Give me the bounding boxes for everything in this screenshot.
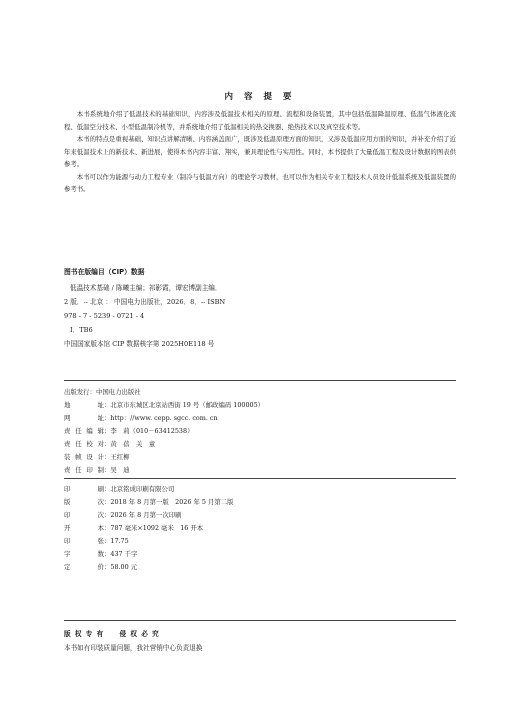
field-label: 装帧设计	[64, 453, 104, 461]
field-value: 北京铭成印刷有限公司	[110, 485, 175, 493]
publisher-row: 责任编辑 ： 李 莉（010－63412538）	[64, 425, 456, 438]
summary-paragraph: 本书的特点是重视基础、知识点讲解清晰、内容涵盖面广，既涉及低温原理方面的知识，又涉及低温应用方面的知识，并补充介绍了近年来低温技术上的新技术、新进展，使得本书内容丰富、翔实，兼具理论性与实用性。同时，本书提供了大量低温工程及设计数据的图表供参考。	[64, 135, 456, 168]
field-value: 58.00 元	[110, 563, 138, 571]
field-label: 定 价	[64, 563, 104, 571]
printing-block	[64, 483, 456, 574]
summary-paragraph: 本书可以作为能源与动力工程专业（制冷与低温方向）的理论学习教材，也可以作为相关专业工程技术人员设计低温系统及低温装置的参考书。	[64, 172, 456, 193]
divider	[64, 620, 456, 621]
field-label: 印 刷	[64, 485, 104, 493]
field-label: 网 址	[64, 414, 104, 422]
publisher-block	[64, 386, 456, 477]
printing-row: 印 张 ： 17.75	[64, 535, 456, 548]
field-value: http：//www. cepp. sgcc. com. cn	[110, 414, 218, 422]
field-label: 责任校对	[64, 440, 104, 448]
cip-block	[64, 266, 456, 351]
publisher-row: 责任印制 ： 吴 迪	[64, 464, 456, 477]
printing-row: 印 刷 ： 北京铭成印刷有限公司	[64, 483, 456, 496]
field-label: 版 次	[64, 498, 104, 506]
field-label: 责任编辑	[64, 427, 104, 435]
copyright-block	[64, 627, 456, 655]
cip-title: 图书在版编目（CIP）数据	[64, 268, 145, 276]
field-label: 字 数	[64, 550, 104, 558]
field-value: 437 千字	[110, 550, 138, 558]
field-label: 印 次	[64, 511, 104, 519]
publisher-row: 责任校对 ： 黄 蓓 关 童	[64, 438, 456, 451]
field-value: 2026 年 8 月第一次印刷	[110, 511, 182, 519]
copyright-notice: 版 权 专 有 侵 权 必 究	[64, 630, 160, 638]
printing-row: 字 数 ： 437 千字	[64, 548, 456, 561]
field-label: 地 址	[64, 401, 104, 409]
cip-line: 978 - 7 - 5239 - 0721 - 4	[64, 312, 145, 320]
field-value: 吴 迪	[110, 466, 130, 474]
printing-row: 版 次 ： 2018 年 8 月第一版 2026 年 5 月第二版	[64, 496, 456, 509]
field-label: 开 本	[64, 524, 104, 532]
field-value: 北京市东城区北京站西街 19 号（邮政编码 100005）	[110, 401, 265, 409]
divider	[64, 380, 456, 381]
publisher-label: 出版发行：	[64, 388, 96, 396]
cip-line: 2 版．-- 北京 ： 中国电力出版社，2026．8．-- ISBN	[64, 298, 226, 306]
cip-line: Ⅰ．TB6	[70, 326, 93, 334]
field-value: 2018 年 8 月第一版 2026 年 5 月第二版	[110, 498, 234, 506]
field-value: 王红柳	[110, 453, 130, 461]
summary-paragraph: 本书系统地介绍了低温技术的基础知识，内容涉及低温技术相关的原理、流程和设备装置，其中包括低温降温原理、低温气体液化流程、低温空分技术、小型低温制冷机等，并系统地介绍了低温相关的热交换器、绝热技术以及真空技术等。	[64, 110, 456, 131]
printing-row: 开 本 ： 787 毫米×1092 毫米 16 开本	[64, 522, 456, 535]
publisher-row: 地 址 ： 北京市东城区北京站西街 19 号（邮政编码 100005）	[64, 399, 456, 412]
field-value: 黄 蓓 关 童	[110, 440, 156, 448]
return-policy: 本书如有印装质量问题，我社营销中心负责退换	[64, 644, 203, 652]
publisher-row	[64, 386, 456, 399]
field-value: 787 毫米×1092 毫米 16 开本	[110, 524, 204, 532]
publisher-row: 装帧设计 ： 王红柳	[64, 451, 456, 464]
divider	[64, 478, 456, 479]
field-label: 印 张	[64, 537, 104, 545]
printing-row: 印 次 ： 2026 年 8 月第一次印刷	[64, 509, 456, 522]
field-label: 责任印制	[64, 466, 104, 474]
summary-heading: 内 容 提 要	[224, 92, 296, 102]
field-value: 李 莉（010－63412538）	[110, 427, 194, 435]
cip-line: 低温技术基础 / 陈曦主编；祁影霞，谭宏博副主编．	[70, 284, 222, 292]
publisher-value: 中国电力出版社	[95, 388, 141, 396]
summary-body	[64, 108, 456, 196]
publisher-row: 网 址 ： http：//www. cepp. sgcc. com. cn	[64, 412, 456, 425]
cip-line: 中国国家版本馆 CIP 数据核字第 2025H0E118 号	[64, 340, 215, 348]
printing-row: 定 价 ： 58.00 元	[64, 561, 456, 574]
field-value: 17.75	[110, 537, 129, 545]
